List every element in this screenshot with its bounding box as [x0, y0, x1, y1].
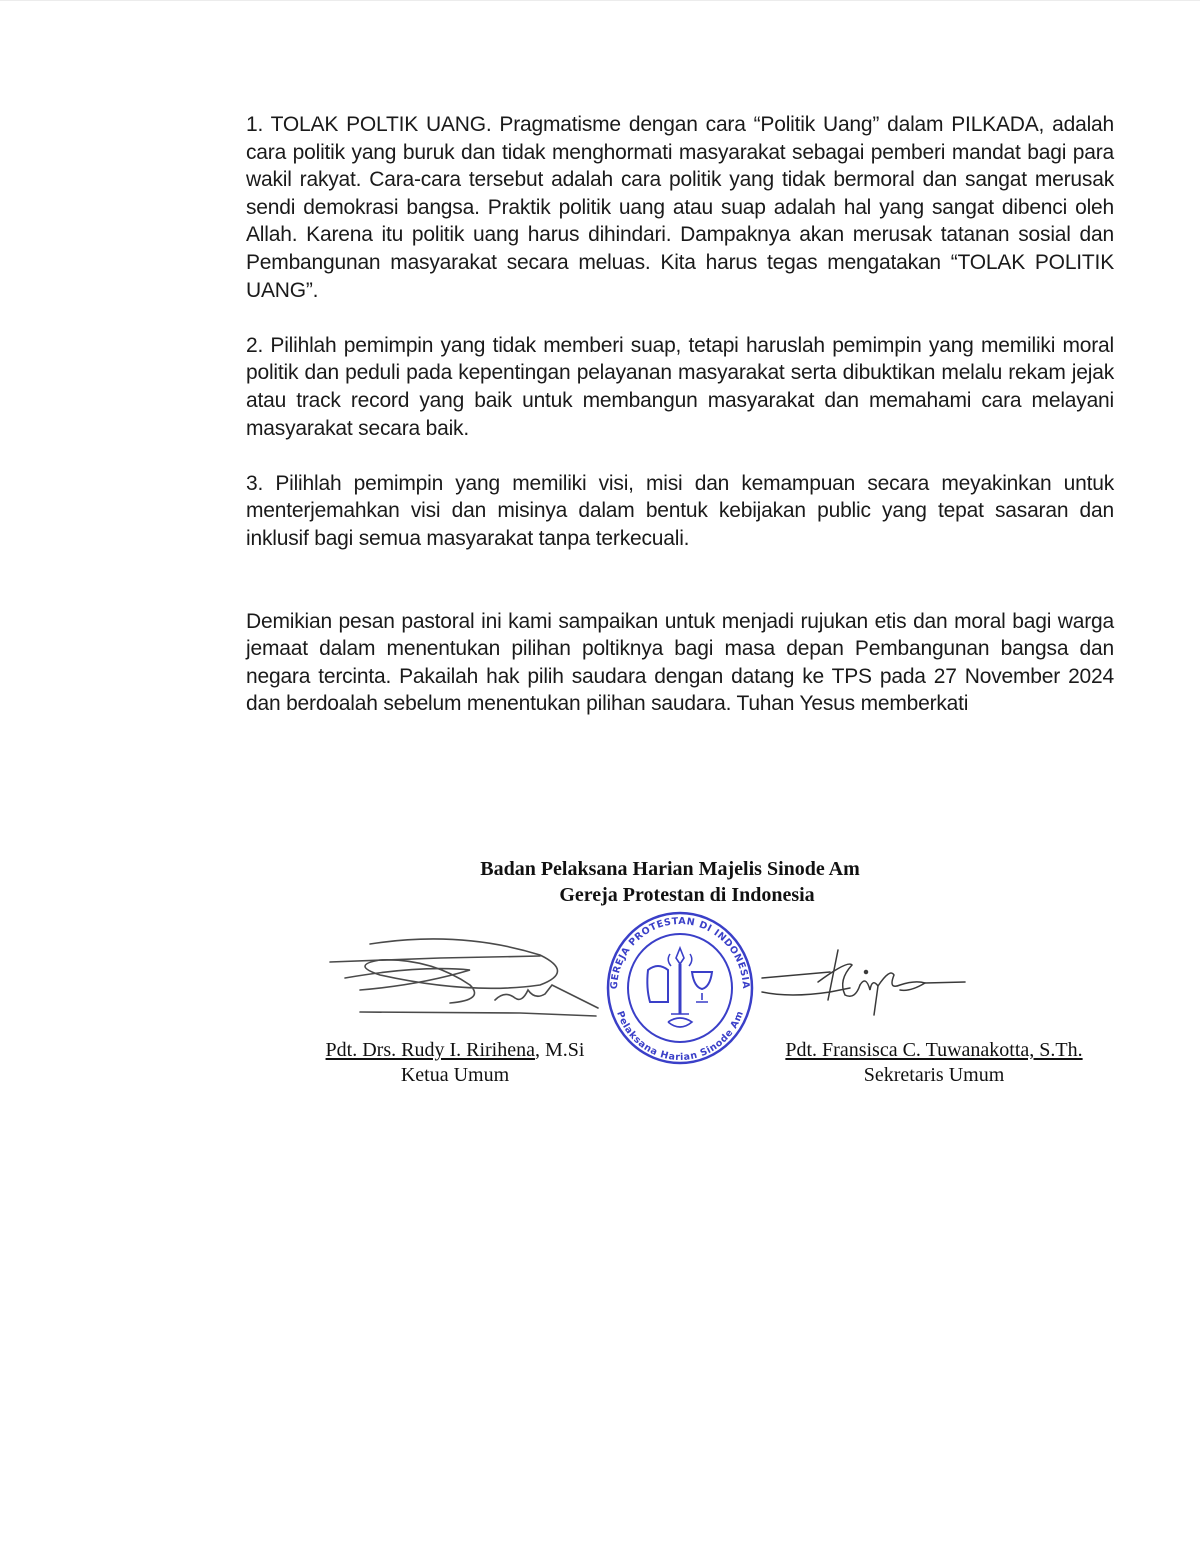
signature-sekretaris-umum	[762, 950, 965, 1015]
organization-name-line2: Gereja Protestan di Indonesia	[559, 884, 815, 906]
signer-degree: , M.Si	[534, 1039, 585, 1061]
closing-paragraph: Demikian pesan pastoral ini kami sampaikan untuk menjadi rujukan etis dan moral bagi warga jemaat dalam menentukan pilihan poltiknya bagi masa depan Pembangunan bangsa dan negara tercinta. Pakailah hak pilih saudara dengan datang ke TPS pada 27 November 2024 dan berdoalah sebelum menentukan pilihan saudara. Tuhan Yesus memberkati	[246, 609, 1114, 716]
point-1-tolak-politik-uang: 1. TOLAK POLTIK UANG. Pragmatisme dengan cara “Politik Uang” dalam PILKADA, adalah cara politik yang buruk dan tidak menghormati masyarakat sebagai pemberi mandat bagi para wakil rakyat. Cara-cara tersebut adalah cara politik yang tidak bermoral dan sangat merusak sendi demokrasi bangsa. Praktik politik uang atau suap adalah hal yang sangat dibenci oleh Allah. Karena itu politik uang harus dihindari. Dampaknya akan merusak tatanan sosial dan Pembangunan masyarakat secara meluas. Kita harus tegas mengatakan “TOLAK POLITIK UANG”.	[246, 113, 1114, 302]
signer-role: Ketua Umum	[400, 1064, 510, 1086]
stamp-top-text: GEREJA PROTESTAN DI INDONESIA	[608, 915, 752, 990]
signer-sekretaris-umum	[764, 1038, 1104, 1088]
organization-name-line1: Badan Pelaksana Harian Majelis Sinode Am	[480, 858, 860, 880]
point-3-pilih-pemimpin-visioner: 3. Pilihlah pemimpin yang memiliki visi, misi dan kemampuan secara meyakinkan untuk menterjemahkan visi dan misinya dalam bentuk kebijakan public yang tepat sasaran dan inklusif bagi semua masyarakat tanpa terkecuali.	[246, 471, 1114, 550]
signer-ketua-umum	[290, 1038, 620, 1088]
church-emblem-stamp-icon	[608, 913, 752, 1063]
point-2-pilih-pemimpin-bermoral: 2. Pilihlah pemimpin yang tidak memberi suap, tetapi haruslah pemimpin yang memiliki moral politik dan peduli pada kepentingan pelayanan masyarakat serta dibuktikan melalu rekam jejak atau track record yang baik untuk membangun masyarakat dan memahami cara melayani masyarakat secara baik.	[246, 333, 1114, 440]
stamp-bottom-text: Pelaksana Harian Sinode Am	[613, 1009, 747, 1064]
signature-ketua-umum	[330, 939, 598, 1016]
signer-name: Pdt. Drs. Rudy I. Ririhena	[325, 1039, 535, 1061]
signer-name: Pdt. Fransisca C. Tuwanakotta, S.Th.	[785, 1039, 1083, 1061]
signer-role: Sekretaris Umum	[863, 1064, 1005, 1086]
